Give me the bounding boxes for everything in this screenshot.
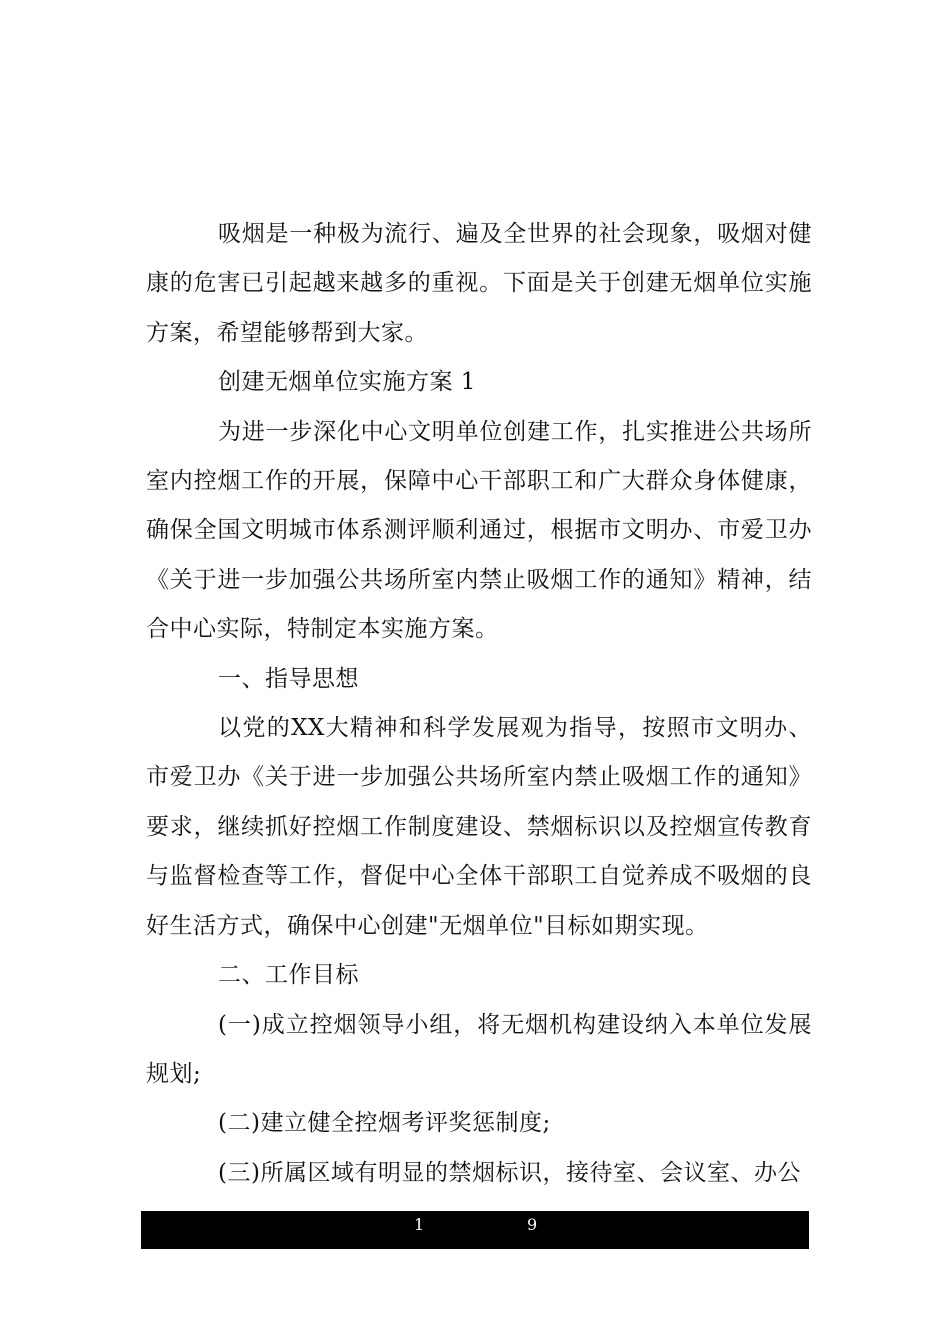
section-heading-guiding-thought: 一、指导思想 xyxy=(218,665,359,692)
section-heading-work-goals: 二、工作目标 xyxy=(218,962,359,989)
guiding-thought-paragraph: 以党的XX大精神和科学发展观为指导，按照市文明办、市爱卫办《关于进一步加强公共场所室内禁止吸烟工作的通知》要求，继续抓好控烟工作制度建设、禁烟标识以及控烟宣传教育与监督检查等工作，督促中心全体干部职工自觉养成不吸烟的良好生活方式，确保中心创建"无烟单位"目标如期实现。 xyxy=(146,715,812,939)
page-number-current: 1 xyxy=(414,1215,425,1234)
purpose-paragraph: 为进一步深化中心文明单位创建工作，扎实推进公共场所室内控烟工作的开展，保障中心干部职工和广大群众身体健康，确保全国文明城市体系测评顺利通过，根据市文明办、市爱卫办《关于进一步加强公共场所室内禁止吸烟工作的通知》精神，结合中心实际，特制定本实施方案。 xyxy=(146,418,812,643)
plan-title: 创建无烟单位实施方案 1 xyxy=(218,369,476,396)
page-footer xyxy=(141,1211,809,1249)
document-body xyxy=(146,210,812,1198)
goal-item-1: (一)成立控烟领导小组，将无烟机构建设纳入本单位发展规划; xyxy=(146,1011,812,1087)
page-number-total: 9 xyxy=(527,1215,538,1234)
goal-item-3: (三)所属区域有明显的禁烟标识，接待室、会议室、办公 xyxy=(218,1159,801,1186)
intro-paragraph: 吸烟是一种极为流行、遍及全世界的社会现象，吸烟对健康的危害已引起越来越多的重视。下面是关于创建无烟单位实施方案，希望能够帮到大家。 xyxy=(146,221,812,346)
goal-item-2: (二)建立健全控烟考评奖惩制度; xyxy=(218,1110,551,1137)
